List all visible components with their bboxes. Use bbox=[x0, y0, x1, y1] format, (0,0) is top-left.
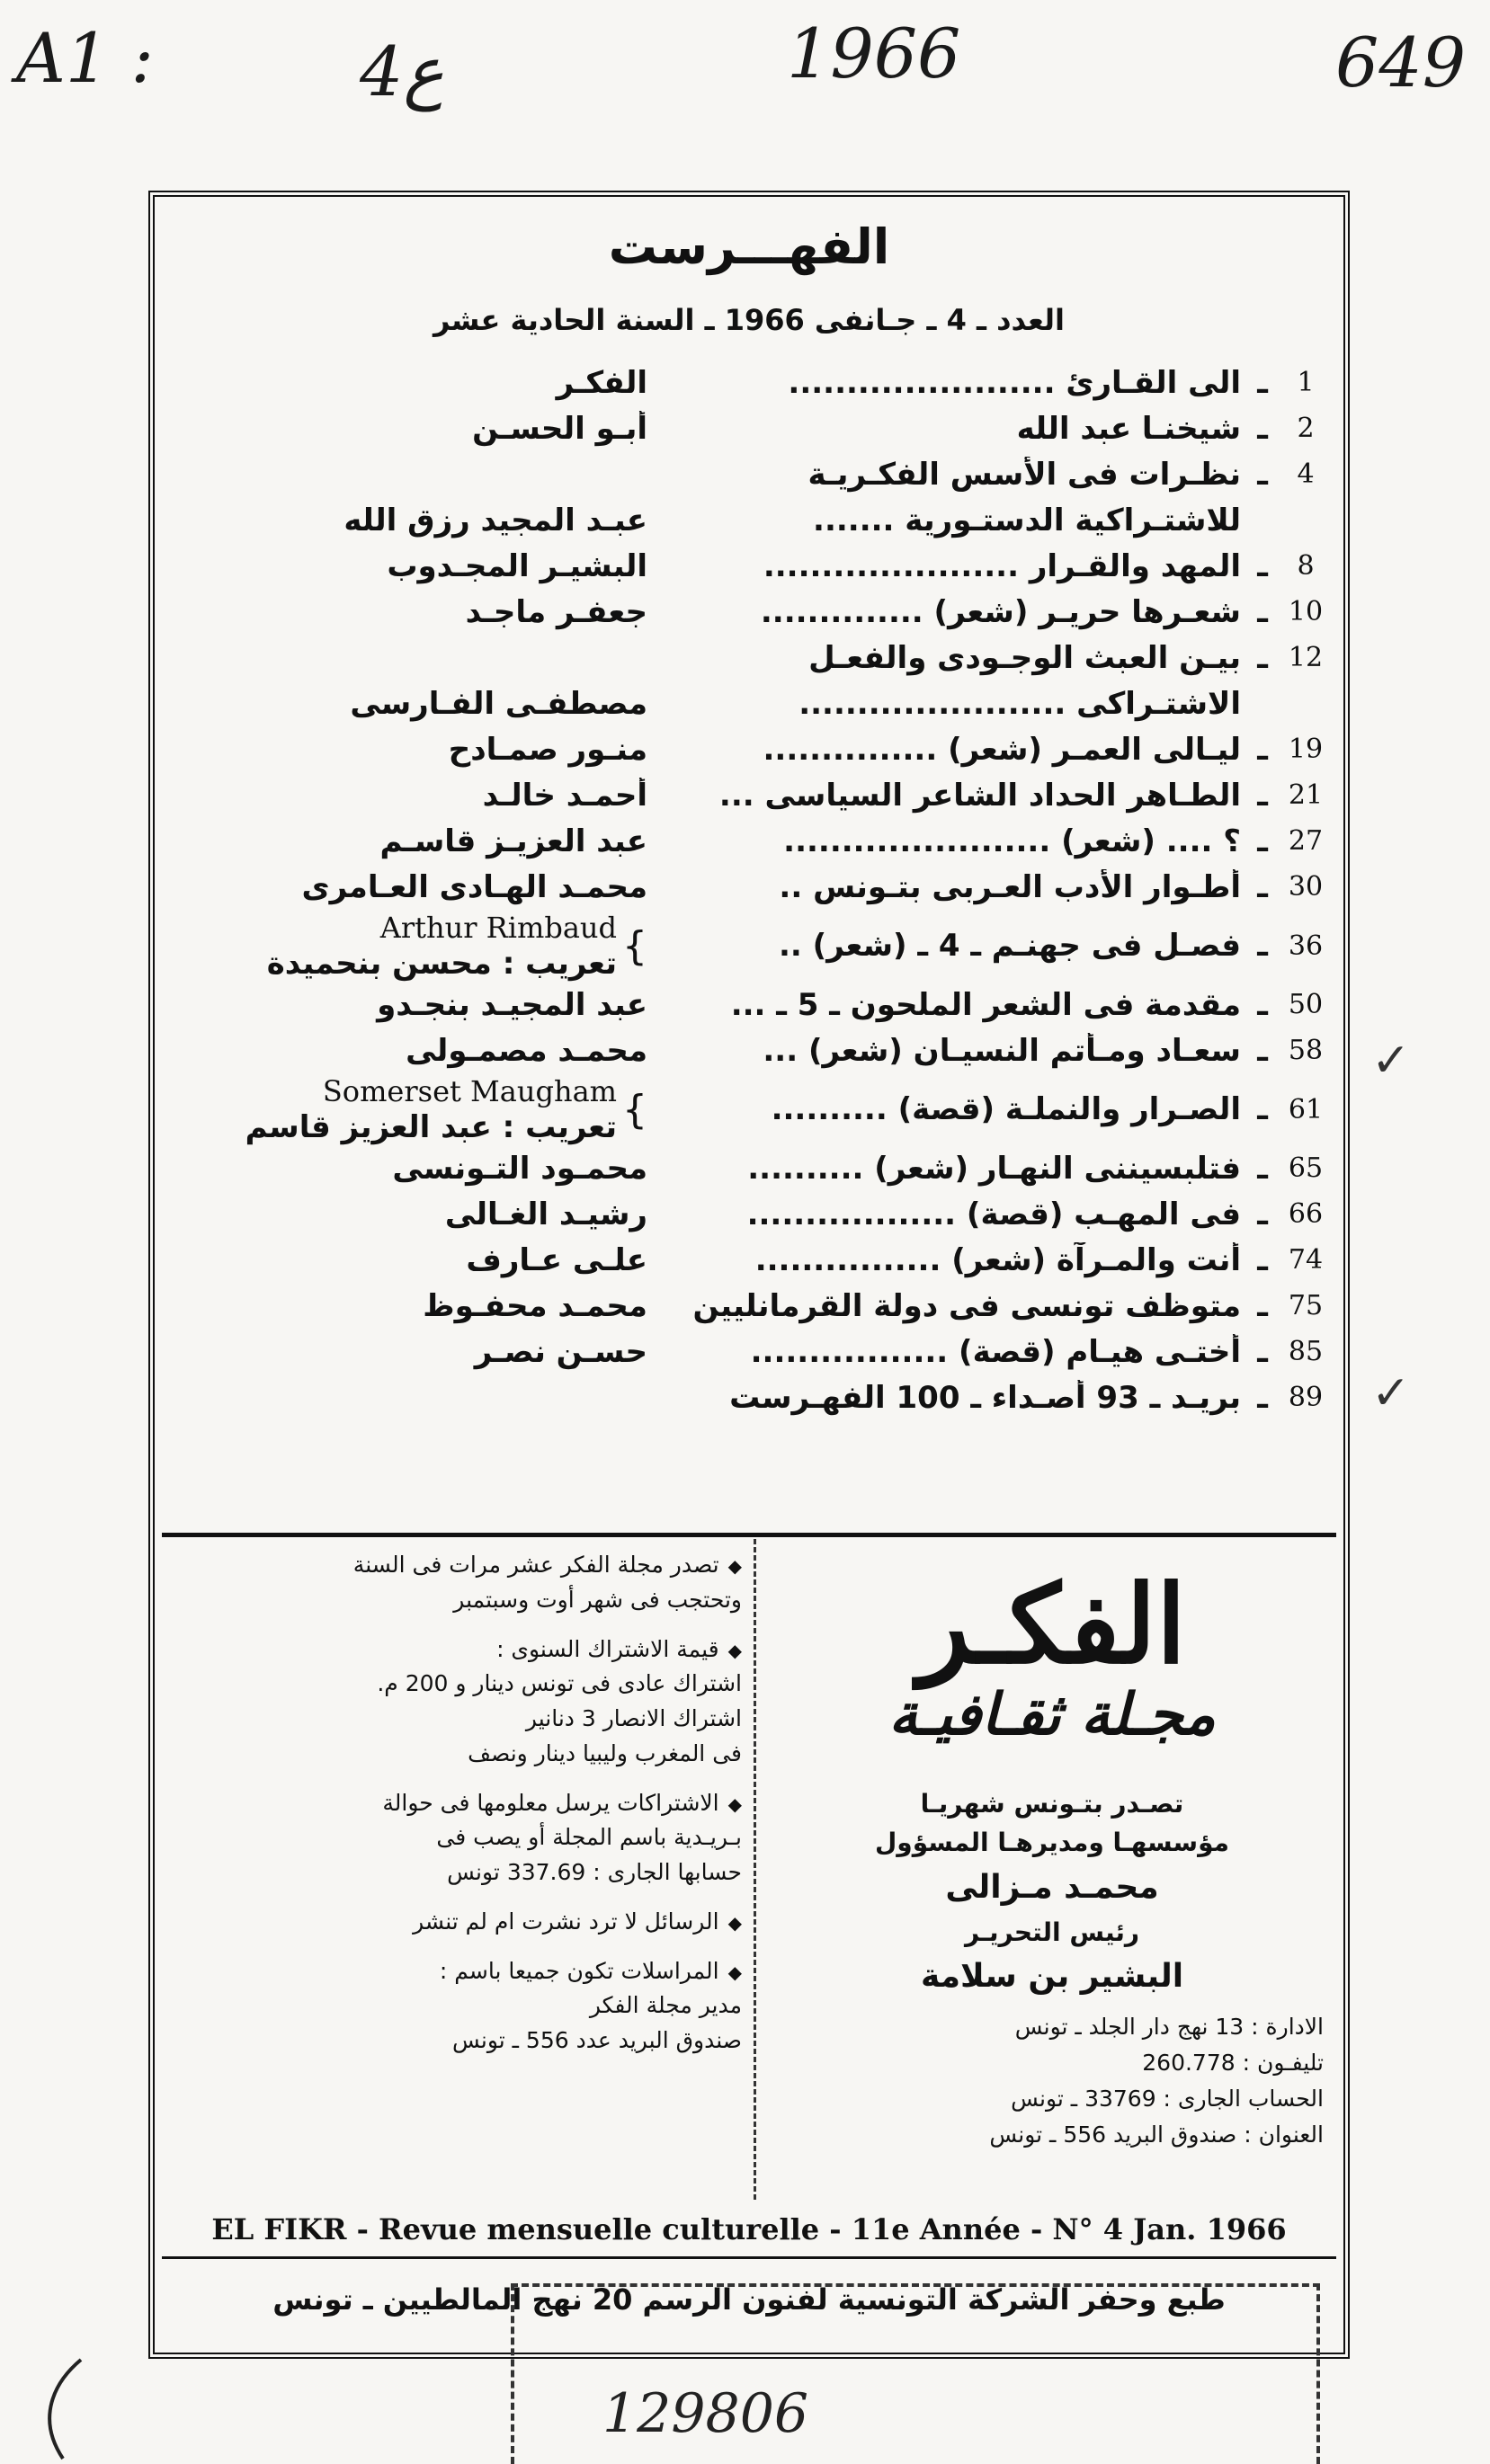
toc-article-title: فتلبسيننى النهـار (شعر) .......... bbox=[747, 1150, 1241, 1187]
address-line: العنوان : صندوق البريد 556 ـ تونس bbox=[989, 2121, 1324, 2148]
toc-author: محمـود التـونسى bbox=[392, 1150, 647, 1187]
info-line: اشتراك الانصار 3 دنانير bbox=[525, 1705, 742, 1731]
toc-dash: ـ bbox=[1257, 823, 1268, 859]
toc-page-number: 1 bbox=[1297, 367, 1315, 398]
toc-row bbox=[171, 726, 1327, 772]
toc-dash: ـ bbox=[1257, 639, 1268, 676]
toc-translator: تعريب : محسن بنحميدة bbox=[266, 946, 617, 982]
toc-dash: ـ bbox=[1257, 1091, 1268, 1127]
toc-dash: ـ bbox=[1257, 731, 1268, 768]
toc-row bbox=[171, 1374, 1327, 1420]
toc-dash: ـ bbox=[1257, 410, 1268, 447]
info-line: الرسائل لا ترد نشرت ام لم تنشر bbox=[413, 1908, 719, 1935]
toc-row bbox=[171, 818, 1327, 864]
info-line: الاشتراكات يرسل معلومها فى حوالة bbox=[382, 1789, 719, 1816]
handwritten-ref: A1 : bbox=[16, 18, 155, 98]
toc-row bbox=[171, 405, 1327, 451]
toc-page-number: 21 bbox=[1288, 779, 1324, 811]
toc-article-title: شيخنـا عبد الله bbox=[1016, 410, 1241, 447]
info-item bbox=[175, 1905, 742, 1940]
toc-author: البشيـر المجـدوب bbox=[387, 547, 647, 584]
toc-row bbox=[171, 1283, 1327, 1329]
toc-page-number: 10 bbox=[1288, 596, 1324, 627]
corner-scribble-icon bbox=[9, 2355, 108, 2463]
toc-dash: ـ bbox=[1257, 1333, 1268, 1370]
toc-dash: ـ bbox=[1257, 986, 1268, 1023]
toc-article-title: شعـرها حريـر (شعر) .............. bbox=[760, 593, 1241, 630]
info-item bbox=[175, 1548, 742, 1618]
address-line: الحساب الجارى : 33769 ـ تونس bbox=[1011, 2085, 1324, 2112]
toc-dash: ـ bbox=[1257, 1287, 1268, 1324]
toc-row bbox=[171, 1145, 1327, 1191]
brace-icon: } bbox=[622, 1086, 647, 1133]
column-divider bbox=[754, 1539, 756, 2200]
director-name: محمـد مـزالى bbox=[945, 1868, 1159, 1906]
toc-row bbox=[171, 589, 1327, 635]
info-line: قيمة الاشتراك السنوى : bbox=[496, 1635, 719, 1662]
toc-article-title: مقدمة فى الشعر الملحون ـ 5 ـ ... bbox=[730, 986, 1241, 1023]
toc-row bbox=[171, 1073, 1327, 1145]
pub-line: مؤسسهـا ومديرهـا المسؤول bbox=[875, 1828, 1229, 1858]
info-line: المراسلات تكون جميعا باسم : bbox=[439, 1957, 719, 1984]
footer-arabic: طبع وحفر الشركة التونسية لفنون الرسم 20 نهج المالطيين ـ تونس bbox=[272, 2282, 1226, 2317]
toc-row bbox=[171, 910, 1327, 982]
toc-article-title: ؟ .... (شعر) ....................... bbox=[783, 823, 1241, 859]
toc-page-number: 27 bbox=[1288, 825, 1324, 857]
handwritten-year: 1966 bbox=[787, 13, 961, 93]
toc-row bbox=[171, 982, 1327, 1027]
toc-article-title: أختـى هيـام (قصة) ................. bbox=[750, 1333, 1241, 1370]
toc-author: أبـو الحسـن bbox=[472, 410, 647, 447]
toc-author: الفكـر bbox=[556, 364, 647, 401]
toc-dash: ـ bbox=[1257, 1032, 1268, 1069]
toc-author: عبـد المجيد رزق الله bbox=[344, 502, 647, 538]
toc-dash: ـ bbox=[1257, 456, 1268, 493]
toc-page-number: 89 bbox=[1288, 1382, 1324, 1413]
toc-page-number: 61 bbox=[1288, 1093, 1324, 1125]
toc-translator: تعريب : عبد العزيز قاسم bbox=[245, 1109, 617, 1145]
toc-article-title: بريـد ـ 93 أصـداء ـ 100 الفهـرست bbox=[729, 1379, 1241, 1416]
toc-row bbox=[171, 1237, 1327, 1283]
toc-rows bbox=[171, 360, 1327, 1420]
toc-page-number: 30 bbox=[1288, 871, 1324, 903]
info-line: صندوق البريد عدد 556 ـ تونس bbox=[452, 2027, 742, 2053]
toc-page-number: 8 bbox=[1297, 550, 1315, 582]
toc-row bbox=[171, 360, 1327, 405]
toc-author: محمـد مصمـولى bbox=[406, 1032, 647, 1069]
toc-article-title: بيـن العبث الوجـودى والفعـل bbox=[808, 639, 1241, 676]
toc-row bbox=[171, 451, 1327, 497]
footer-latin: EL FIKR - Revue mensuelle culturelle - 11e Année - N° 4 Jan. 1966 bbox=[162, 2202, 1336, 2259]
handwritten-number: 649 bbox=[1335, 22, 1467, 102]
toc-row bbox=[171, 680, 1327, 726]
toc-author bbox=[171, 910, 617, 982]
toc-page-number: 19 bbox=[1288, 734, 1324, 765]
check-mark-icon: ✓ bbox=[1371, 1366, 1411, 1420]
toc-dash: ـ bbox=[1257, 1379, 1268, 1416]
toc-page-number: 74 bbox=[1288, 1244, 1324, 1276]
info-line: حسابها الجارى : 337.69 تونس bbox=[447, 1859, 742, 1885]
info-line: فى المغرب وليبيا دينار ونصف bbox=[468, 1739, 742, 1766]
pub-line: تصـدر بتـونس شهريـا bbox=[920, 1789, 1184, 1819]
toc-article-title: الطـاهر الحداد الشاعر السياسى ... bbox=[718, 777, 1241, 814]
toc-author-original: Arthur Rimbaud bbox=[379, 911, 617, 945]
toc-row bbox=[171, 1191, 1327, 1237]
toc-page-number: 50 bbox=[1288, 989, 1324, 1020]
bullet-icon: ◆ bbox=[727, 1555, 742, 1577]
toc-author: جعفـر ماجـد bbox=[465, 593, 647, 630]
masthead bbox=[773, 1548, 1331, 2153]
check-mark-icon: ✓ bbox=[1371, 1034, 1411, 1088]
toc-row bbox=[171, 635, 1327, 680]
stamp-number: 129806 bbox=[602, 2382, 809, 2445]
toc-article-title: الاشتـراكى ....................... bbox=[799, 685, 1241, 722]
toc-author: محمـد الهـادى العـامرى bbox=[301, 868, 647, 905]
brace-icon: } bbox=[622, 922, 647, 969]
toc-page-number: 75 bbox=[1288, 1290, 1324, 1321]
info-line: بـريـدية باسم المجلة أو يصب فى bbox=[436, 1824, 742, 1851]
address-line: الادارة : 13 نهج دار الجلد ـ تونس bbox=[1014, 2013, 1324, 2040]
toc-dash: ـ bbox=[1257, 1150, 1268, 1187]
toc-dash: ـ bbox=[1257, 1196, 1268, 1232]
toc-dash: ـ bbox=[1257, 777, 1268, 814]
bullet-icon: ◆ bbox=[727, 1911, 742, 1934]
toc-dash: ـ bbox=[1257, 868, 1268, 905]
toc-article-title: فى المهـب (قصة) .................. bbox=[746, 1196, 1241, 1232]
toc-page-number: 85 bbox=[1288, 1336, 1324, 1367]
toc-row bbox=[171, 1329, 1327, 1374]
info-line: تصدر مجلة الفكر عشر مرات فى السنة bbox=[352, 1552, 719, 1578]
info-item bbox=[175, 1632, 742, 1772]
toc-article-title: فصـل فى جهنـم ـ 4 ـ (شعر) .. bbox=[779, 928, 1241, 964]
toc-author: أحمـد خالـد bbox=[482, 777, 647, 814]
toc-row bbox=[171, 543, 1327, 589]
handwritten-volume: 4ع bbox=[360, 31, 444, 111]
bullet-icon: ◆ bbox=[727, 1792, 742, 1815]
magazine-subtitle: مجـلة ثقـافيـة bbox=[888, 1681, 1216, 1748]
toc-dash: ـ bbox=[1257, 547, 1268, 584]
toc-row bbox=[171, 772, 1327, 818]
toc-page-number: 12 bbox=[1288, 642, 1324, 673]
info-line: وتحتجب فى شهر أوت وسبتمبر bbox=[453, 1586, 742, 1613]
editor-label: رئيس التحريـر bbox=[964, 1917, 1140, 1947]
section-divider bbox=[162, 1533, 1336, 1537]
subscription-info bbox=[175, 1548, 742, 2073]
toc-author: عبد المجيـد بنجـدو bbox=[377, 986, 647, 1023]
toc-row bbox=[171, 1027, 1327, 1073]
toc-dash: ـ bbox=[1257, 1241, 1268, 1278]
toc-article-title: الى القـارئ ....................... bbox=[788, 364, 1241, 401]
address-line: تليفـون : 260.778 bbox=[1142, 2049, 1324, 2076]
toc-article-title: الصـرار والنملـة (قصة) .......... bbox=[771, 1091, 1241, 1127]
info-line-wrap bbox=[175, 1786, 742, 1821]
toc-author: رشيـد الغـالى bbox=[444, 1196, 647, 1232]
publisher-info bbox=[773, 1784, 1331, 2002]
toc-article-title: للاشتـراكية الدستـورية ....... bbox=[813, 502, 1241, 538]
info-line-wrap bbox=[175, 1632, 742, 1668]
toc-article-title: أطـوار الأدب العـربى بتـونس .. bbox=[779, 868, 1241, 905]
editor-name: البشير بن سلامة bbox=[920, 1957, 1184, 1995]
toc-page-number: 58 bbox=[1288, 1035, 1324, 1066]
toc-author: منـور صمـادح bbox=[448, 731, 647, 768]
toc-article-title: متوظف تونسى فى دولة القرمانليين bbox=[692, 1287, 1241, 1324]
toc-article-title: نظـرات فى الأسس الفكـريـة bbox=[807, 456, 1241, 493]
toc-dash: ـ bbox=[1257, 928, 1268, 964]
toc-author-original: Somerset Maugham bbox=[322, 1074, 617, 1108]
info-item bbox=[175, 1954, 742, 2059]
toc-row bbox=[171, 864, 1327, 910]
toc-page-number: 36 bbox=[1288, 930, 1324, 962]
toc-page-number: 4 bbox=[1297, 458, 1315, 490]
toc-author: مصطفـى الفـارسى bbox=[350, 685, 647, 722]
bullet-icon: ◆ bbox=[727, 1639, 742, 1661]
toc-article-title: سعـاد ومـأتم النسيـان (شعر) ... bbox=[763, 1032, 1241, 1069]
info-line-wrap bbox=[175, 1954, 742, 1989]
info-line-wrap bbox=[175, 1548, 742, 1583]
info-line-wrap bbox=[175, 1905, 742, 1940]
contact-address bbox=[773, 2009, 1331, 2153]
info-line: مدير مجلة الفكر bbox=[589, 1992, 742, 2019]
toc-author: حسـن نصـر bbox=[474, 1333, 647, 1370]
table-of-contents bbox=[162, 202, 1336, 1533]
toc-page-number: 66 bbox=[1288, 1198, 1324, 1230]
info-item bbox=[175, 1786, 742, 1890]
info-line: اشتراك عادى فى تونس دينار و 200 م. bbox=[377, 1670, 742, 1697]
toc-article-title: أنت والمـرآة (شعر) ................ bbox=[754, 1241, 1241, 1278]
toc-row bbox=[171, 497, 1327, 543]
toc-author bbox=[171, 1073, 617, 1145]
toc-article-title: ليـالى العمـر (شعر) ............... bbox=[763, 731, 1241, 768]
toc-article-title: المهد والقـرار ...................... bbox=[763, 547, 1241, 584]
toc-page-number: 65 bbox=[1288, 1152, 1324, 1184]
toc-page-number: 2 bbox=[1297, 413, 1315, 444]
magazine-logo: الفكـر bbox=[917, 1561, 1187, 1688]
toc-dash: ـ bbox=[1257, 593, 1268, 630]
bullet-icon: ◆ bbox=[727, 1961, 742, 1983]
toc-dash: ـ bbox=[1257, 364, 1268, 401]
toc-author: علـى عـارف bbox=[466, 1241, 647, 1278]
toc-author: محمـد محفـوظ bbox=[423, 1287, 647, 1324]
toc-title: الفهـــرست bbox=[608, 218, 890, 275]
issue-info: العدد ـ 4 ـ جـانفى 1966 ـ السنة الحادية عشر bbox=[433, 303, 1066, 337]
toc-author: عبد العزيـز قاسـم bbox=[379, 823, 647, 859]
